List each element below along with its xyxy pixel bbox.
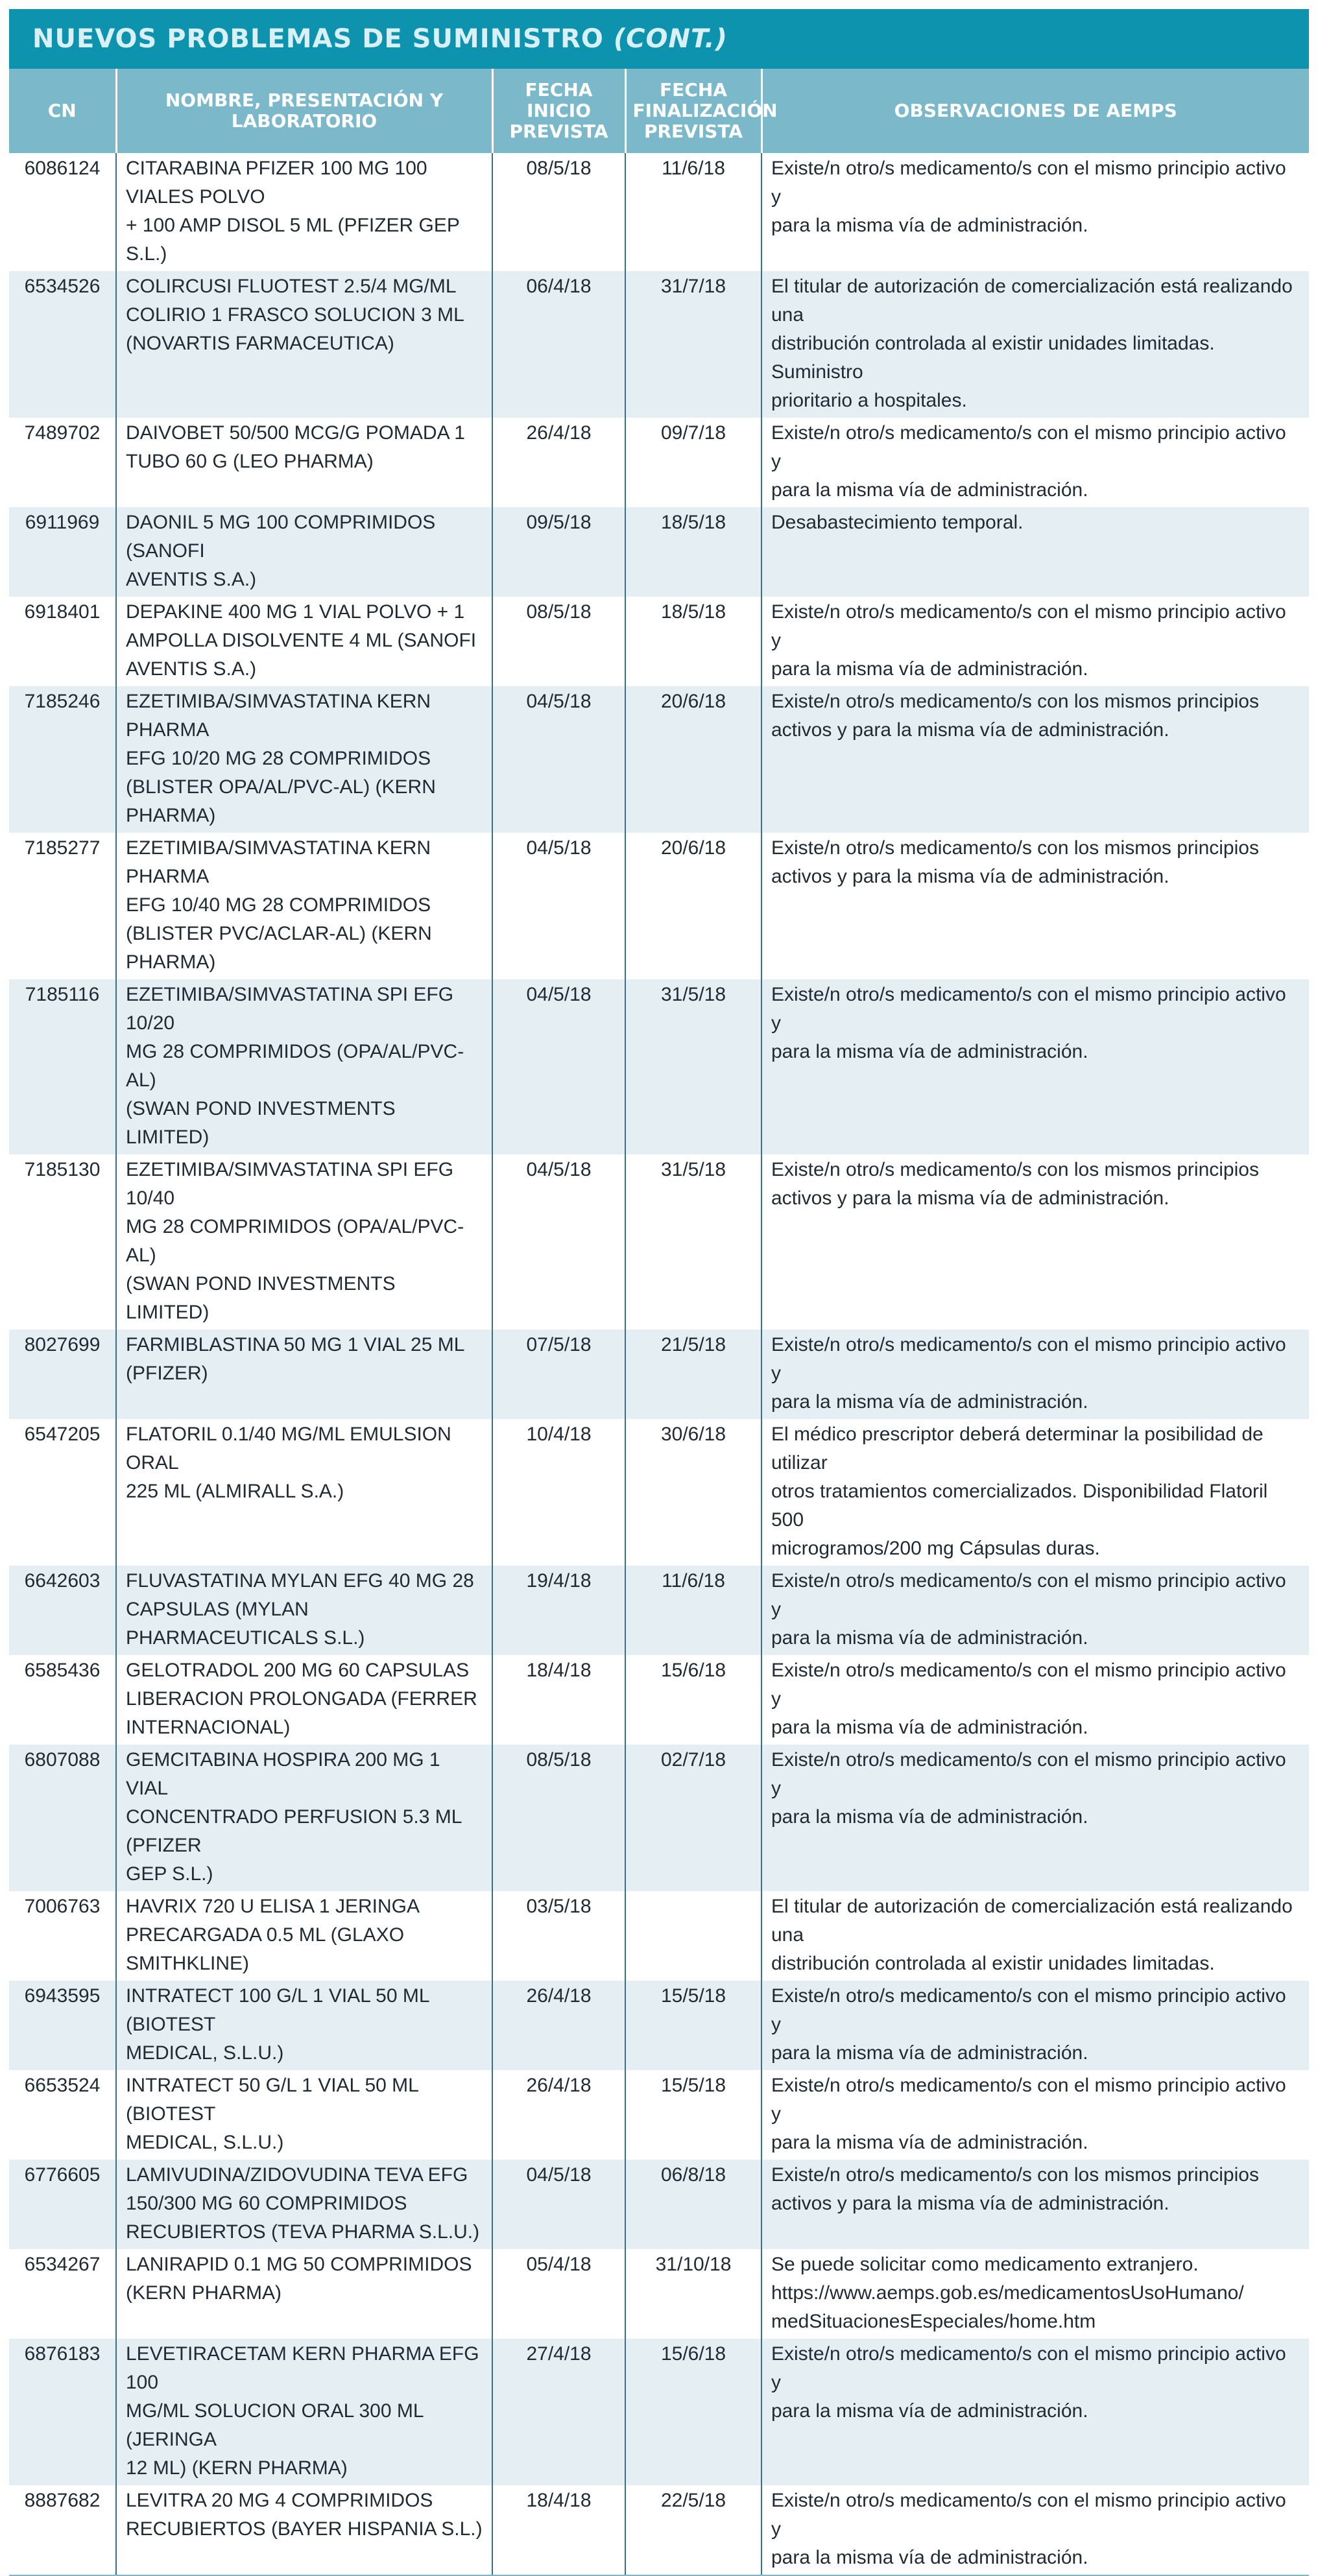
header-cn: CN xyxy=(9,69,116,153)
cell-cn: 6534526 xyxy=(9,271,116,418)
cell-cn: 7006763 xyxy=(9,1891,116,1981)
cell-line: (KERN PHARMA) xyxy=(126,2282,282,2304)
cell-observaciones xyxy=(761,1330,1309,1419)
cell-observaciones xyxy=(761,271,1309,418)
cell-fecha-fin: 22/5/18 xyxy=(625,2485,761,2575)
cell-observaciones xyxy=(761,153,1309,271)
cell-observaciones xyxy=(761,1891,1309,1981)
cell-line: 12 ML) (KERN PHARMA) xyxy=(126,2457,348,2479)
cell-fecha-inicio: 09/5/18 xyxy=(492,507,625,597)
cell-observaciones xyxy=(761,2249,1309,2339)
cell-line: FLATORIL 0.1/40 MG/ML EMULSION ORAL xyxy=(126,1424,451,1473)
cell-cn: 6585436 xyxy=(9,1655,116,1745)
cell-cn: 7489702 xyxy=(9,418,116,507)
cell-line: Existe/n otro/s medicamento/s con los mismos principios xyxy=(771,2164,1259,2186)
table-row xyxy=(9,686,1309,833)
cell-fecha-inicio: 04/5/18 xyxy=(492,2160,625,2249)
cell-fecha-inicio: 08/5/18 xyxy=(492,1745,625,1891)
table-row xyxy=(9,2339,1309,2485)
cell-observaciones xyxy=(761,507,1309,597)
cell-fecha-fin: 02/7/18 xyxy=(625,1745,761,1891)
cell-cn: 8887682 xyxy=(9,2485,116,2575)
table-row xyxy=(9,507,1309,597)
table-row xyxy=(9,1745,1309,1891)
cell-line: Existe/n otro/s medicamento/s con el mismo principio activo y xyxy=(771,1985,1286,2035)
cell-observaciones xyxy=(761,2485,1309,2575)
table-row xyxy=(9,1330,1309,1419)
cell-line: Existe/n otro/s medicamento/s con el mismo principio activo y xyxy=(771,984,1286,1034)
cell-fecha-fin: 20/6/18 xyxy=(625,686,761,833)
table-row xyxy=(9,2249,1309,2339)
table-row xyxy=(9,1154,1309,1330)
cell-line: Existe/n otro/s medicamento/s con los mismos principios xyxy=(771,691,1259,712)
section-title-main: NUEVOS PROBLEMAS DE SUMINISTRO xyxy=(32,24,604,54)
table-row xyxy=(9,2070,1309,2160)
table-row xyxy=(9,833,1309,979)
cell-line: Existe/n otro/s medicamento/s con el mismo principio activo y xyxy=(771,2075,1286,2125)
cell-observaciones xyxy=(761,2070,1309,2160)
cell-line: Existe/n otro/s medicamento/s con el mismo principio activo y xyxy=(771,1660,1286,1710)
cell-cn: 6876183 xyxy=(9,2339,116,2485)
cell-line: para la misma vía de administración. xyxy=(771,1627,1088,1649)
cell-line: para la misma vía de administración. xyxy=(771,658,1088,680)
cell-fecha-fin: 30/6/18 xyxy=(625,1419,761,1566)
cell-cn: 6918401 xyxy=(9,597,116,686)
cell-nombre xyxy=(116,1891,492,1981)
cell-line: LANIRAPID 0.1 MG 50 COMPRIMIDOS xyxy=(126,2254,472,2275)
cell-line: Existe/n otro/s medicamento/s con el mismo principio activo y xyxy=(771,158,1286,208)
cell-line: para la misma vía de administración. xyxy=(771,1717,1088,1738)
cell-line: para la misma vía de administración. xyxy=(771,215,1088,236)
cell-nombre xyxy=(116,979,492,1154)
cell-observaciones xyxy=(761,597,1309,686)
cell-line: EZETIMIBA/SIMVASTATINA KERN PHARMA xyxy=(126,691,431,741)
cell-line: Existe/n otro/s medicamento/s con el mismo principio activo y xyxy=(771,1570,1286,1620)
cell-fecha-fin: 31/5/18 xyxy=(625,979,761,1154)
cell-fecha-fin: 15/5/18 xyxy=(625,1981,761,2070)
cell-line: (SWAN POND INVESTMENTS LIMITED) xyxy=(126,1098,396,1148)
cell-line: Existe/n otro/s medicamento/s con el mismo principio activo y xyxy=(771,2343,1286,2393)
cell-observaciones xyxy=(761,2339,1309,2485)
cell-fecha-inicio: 10/4/18 xyxy=(492,1419,625,1566)
cell-line: (PFIZER) xyxy=(126,1363,208,1384)
cell-line: MG 28 COMPRIMIDOS (OPA/AL/PVC-AL) xyxy=(126,1041,464,1091)
cell-observaciones xyxy=(761,1566,1309,1655)
cell-line: distribución controlada al existir unidades limitadas. xyxy=(771,1953,1215,1974)
cell-line: prioritario a hospitales. xyxy=(771,390,967,411)
cell-fecha-inicio: 18/4/18 xyxy=(492,2485,625,2575)
cell-fecha-inicio: 18/4/18 xyxy=(492,1655,625,1745)
cell-observaciones xyxy=(761,1745,1309,1891)
cell-line: Existe/n otro/s medicamento/s con los mismos principios xyxy=(771,1159,1259,1180)
cell-cn: 7185277 xyxy=(9,833,116,979)
supply-problems-table xyxy=(9,69,1309,2576)
cell-line: EZETIMIBA/SIMVASTATINA KERN PHARMA xyxy=(126,837,431,887)
cell-line: MEDICAL, S.L.U.) xyxy=(126,2132,284,2153)
cell-line: INTRATECT 100 G/L 1 VIAL 50 ML (BIOTEST xyxy=(126,1985,429,2035)
cell-line: activos y para la misma vía de administración. xyxy=(771,1187,1169,1209)
cell-fecha-inicio: 06/4/18 xyxy=(492,271,625,418)
cell-line: medSituacionesEspeciales/home.htm xyxy=(771,2311,1096,2332)
cell-line: para la misma vía de administración. xyxy=(771,2132,1088,2153)
cell-line: RECUBIERTOS (TEVA PHARMA S.L.U.) xyxy=(126,2221,480,2243)
cell-line: COLIRIO 1 FRASCO SOLUCION 3 ML xyxy=(126,304,464,326)
cell-nombre xyxy=(116,1154,492,1330)
cell-line: para la misma vía de administración. xyxy=(771,2400,1088,2422)
header-line: FINALIZACIÓN xyxy=(632,100,778,121)
cell-line: EFG 10/40 MG 28 COMPRIMIDOS xyxy=(126,894,431,916)
table-row xyxy=(9,1981,1309,2070)
cell-fecha-inicio: 04/5/18 xyxy=(492,1154,625,1330)
cell-line: para la misma vía de administración. xyxy=(771,479,1088,501)
cell-line: GEP S.L.) xyxy=(126,1863,213,1885)
cell-nombre xyxy=(116,1330,492,1419)
cell-fecha-fin: 06/8/18 xyxy=(625,2160,761,2249)
cell-line: TUBO 60 G (LEO PHARMA) xyxy=(126,451,374,472)
cell-fecha-inicio: 27/4/18 xyxy=(492,2339,625,2485)
cell-nombre xyxy=(116,2249,492,2339)
cell-line: DAONIL 5 MG 100 COMPRIMIDOS (SANOFI xyxy=(126,512,436,562)
header-fecha-fin xyxy=(625,69,778,153)
cell-nombre xyxy=(116,2485,492,2575)
cell-line: COLIRCUSI FLUOTEST 2.5/4 MG/ML xyxy=(126,276,457,297)
section-title xyxy=(32,23,728,54)
cell-line: Se puede solicitar como medicamento extranjero. xyxy=(771,2254,1199,2275)
cell-line: Existe/n otro/s medicamento/s con los mismos principios xyxy=(771,837,1259,859)
cell-fecha-inicio: 04/5/18 xyxy=(492,833,625,979)
cell-line: Existe/n otro/s medicamento/s con el mismo principio activo y xyxy=(771,601,1286,651)
cell-nombre xyxy=(116,2339,492,2485)
header-line: PREVISTA xyxy=(509,121,608,142)
cell-line: 225 ML (ALMIRALL S.A.) xyxy=(126,1481,344,1502)
cell-cn: 7185130 xyxy=(9,1154,116,1330)
cell-line: para la misma vía de administración. xyxy=(771,2042,1088,2064)
cell-fecha-inicio: 04/5/18 xyxy=(492,979,625,1154)
cell-nombre xyxy=(116,271,492,418)
cell-nombre xyxy=(116,1566,492,1655)
cell-line: activos y para la misma vía de administración. xyxy=(771,2193,1169,2214)
cell-line: https://www.aemps.gob.es/medicamentosUsoHumano/ xyxy=(771,2282,1244,2304)
table-row xyxy=(9,1891,1309,1981)
cell-line: DAIVOBET 50/500 MCG/G POMADA 1 xyxy=(126,422,465,444)
cell-fecha-fin: 11/6/18 xyxy=(625,153,761,271)
cell-fecha-inicio: 03/5/18 xyxy=(492,1891,625,1981)
cell-nombre xyxy=(116,597,492,686)
cell-nombre xyxy=(116,1981,492,2070)
cell-nombre xyxy=(116,418,492,507)
cell-line: EFG 10/20 MG 28 COMPRIMIDOS xyxy=(126,748,431,769)
header-fecha-inicio xyxy=(492,69,625,153)
cell-cn: 6642603 xyxy=(9,1566,116,1655)
cell-fecha-fin: 31/7/18 xyxy=(625,271,761,418)
cell-observaciones xyxy=(761,686,1309,833)
cell-line: GELOTRADOL 200 MG 60 CAPSULAS xyxy=(126,1660,470,1681)
cell-fecha-fin: 11/6/18 xyxy=(625,1566,761,1655)
cell-cn: 7185246 xyxy=(9,686,116,833)
cell-line: para la misma vía de administración. xyxy=(771,1041,1088,1062)
table-row xyxy=(9,2160,1309,2249)
cell-line: LEVITRA 20 MG 4 COMPRIMIDOS xyxy=(126,2490,433,2511)
cell-line: Existe/n otro/s medicamento/s con el mismo principio activo y xyxy=(771,2490,1286,2540)
cell-nombre xyxy=(116,1745,492,1891)
cell-line: DEPAKINE 400 MG 1 VIAL POLVO + 1 xyxy=(126,601,465,623)
cell-line: microgramos/200 mg Cápsulas duras. xyxy=(771,1538,1100,1559)
cell-fecha-fin: 31/5/18 xyxy=(625,1154,761,1330)
cell-line: El titular de autorización de comercialización está realizando una xyxy=(771,276,1293,326)
cell-fecha-fin: 18/5/18 xyxy=(625,507,761,597)
cell-fecha-inicio: 19/4/18 xyxy=(492,1566,625,1655)
section-title-cont: (CONT.) xyxy=(613,24,728,54)
cell-line: AVENTIS S.A.) xyxy=(126,658,257,680)
cell-cn: 8027699 xyxy=(9,1330,116,1419)
cell-line: CAPSULAS (MYLAN PHARMACEUTICALS S.L.) xyxy=(126,1599,365,1649)
cell-fecha-fin xyxy=(625,1891,761,1981)
cell-line: RECUBIERTOS (BAYER HISPANIA S.L.) xyxy=(126,2518,483,2540)
cell-cn: 6547205 xyxy=(9,1419,116,1566)
cell-line: Existe/n otro/s medicamento/s con el mismo principio activo y xyxy=(771,422,1286,472)
table-header-row xyxy=(9,69,1309,153)
cell-cn: 6943595 xyxy=(9,1981,116,2070)
table-row xyxy=(9,1655,1309,1745)
cell-line: CITARABINA PFIZER 100 MG 100 VIALES POLVO xyxy=(126,158,427,208)
cell-fecha-inicio: 05/4/18 xyxy=(492,2249,625,2339)
cell-fecha-fin: 09/7/18 xyxy=(625,418,761,507)
cell-fecha-fin: 15/6/18 xyxy=(625,1655,761,1745)
cell-observaciones xyxy=(761,979,1309,1154)
cell-line: para la misma vía de administración. xyxy=(771,2547,1088,2568)
cell-fecha-fin: 31/10/18 xyxy=(625,2249,761,2339)
cell-observaciones xyxy=(761,1981,1309,2070)
table-row xyxy=(9,418,1309,507)
header-line: FECHA INICIO xyxy=(525,79,593,121)
cell-line: LIBERACION PROLONGADA (FERRER xyxy=(126,1688,477,1710)
cell-line: INTERNACIONAL) xyxy=(126,1717,291,1738)
cell-line: MEDICAL, S.L.U.) xyxy=(126,2042,284,2064)
table-row xyxy=(9,153,1309,271)
cell-line: activos y para la misma vía de administración. xyxy=(771,719,1169,741)
cell-observaciones xyxy=(761,1154,1309,1330)
header-observaciones: OBSERVACIONES DE AEMPS xyxy=(761,69,1309,153)
cell-line: (BLISTER OPA/AL/PVC-AL) (KERN PHARMA) xyxy=(126,776,436,826)
header-line: FECHA xyxy=(660,79,727,101)
cell-line: INTRATECT 50 G/L 1 VIAL 50 ML (BIOTEST xyxy=(126,2075,418,2125)
cell-line: FARMIBLASTINA 50 MG 1 VIAL 25 ML xyxy=(126,1334,465,1355)
cell-line: GEMCITABINA HOSPIRA 200 MG 1 VIAL xyxy=(126,1749,440,1799)
cell-line: para la misma vía de administración. xyxy=(771,1806,1088,1828)
cell-line: CONCENTRADO PERFUSION 5.3 ML (PFIZER xyxy=(126,1806,462,1856)
cell-fecha-inicio: 07/5/18 xyxy=(492,1330,625,1419)
cell-line: EZETIMIBA/SIMVASTATINA SPI EFG 10/40 xyxy=(126,1159,454,1209)
cell-observaciones xyxy=(761,833,1309,979)
table-row xyxy=(9,1566,1309,1655)
header-line: PREVISTA xyxy=(643,121,743,142)
cell-line: AMPOLLA DISOLVENTE 4 ML (SANOFI xyxy=(126,630,477,651)
cell-cn: 6911969 xyxy=(9,507,116,597)
cell-fecha-inicio: 08/5/18 xyxy=(492,153,625,271)
cell-line: El médico prescriptor deberá determinar la posibilidad de utilizar xyxy=(771,1424,1264,1473)
cell-fecha-inicio: 26/4/18 xyxy=(492,1981,625,2070)
cell-fecha-fin: 21/5/18 xyxy=(625,1330,761,1419)
cell-line: distribución controlada al existir unidades limitadas. Suministro xyxy=(771,333,1215,383)
cell-line: El titular de autorización de comercialización está realizando una xyxy=(771,1896,1293,1946)
table-row xyxy=(9,271,1309,418)
cell-nombre xyxy=(116,153,492,271)
cell-observaciones xyxy=(761,2160,1309,2249)
cell-line: EZETIMIBA/SIMVASTATINA SPI EFG 10/20 xyxy=(126,984,454,1034)
cell-line: AVENTIS S.A.) xyxy=(126,569,257,590)
cell-fecha-inicio: 26/4/18 xyxy=(492,2070,625,2160)
cell-nombre xyxy=(116,507,492,597)
cell-line: LAMIVUDINA/ZIDOVUDINA TEVA EFG xyxy=(126,2164,468,2186)
section-banner xyxy=(9,9,1309,69)
cell-line: activos y para la misma vía de administración. xyxy=(771,866,1169,887)
cell-line: otros tratamientos comercializados. Disponibilidad Flatoril 500 xyxy=(771,1481,1268,1531)
cell-cn: 6086124 xyxy=(9,153,116,271)
cell-line: + 100 AMP DISOL 5 ML (PFIZER GEP S.L.) xyxy=(126,215,460,265)
cell-nombre xyxy=(116,2070,492,2160)
cell-line: (NOVARTIS FARMACEUTICA) xyxy=(126,333,394,354)
cell-line: HAVRIX 720 U ELISA 1 JERINGA xyxy=(126,1896,420,1917)
cell-line: MG 28 COMPRIMIDOS (OPA/AL/PVC-AL) xyxy=(126,1216,464,1266)
cell-observaciones xyxy=(761,1419,1309,1566)
table-row xyxy=(9,979,1309,1154)
cell-fecha-inicio: 08/5/18 xyxy=(492,597,625,686)
table-row xyxy=(9,597,1309,686)
cell-line: FLUVASTATINA MYLAN EFG 40 MG 28 xyxy=(126,1570,474,1592)
cell-line: (SWAN POND INVESTMENTS LIMITED) xyxy=(126,1273,396,1323)
cell-cn: 6534267 xyxy=(9,2249,116,2339)
cell-nombre xyxy=(116,1655,492,1745)
cell-line: 150/300 MG 60 COMPRIMIDOS xyxy=(126,2193,407,2214)
cell-cn: 6653524 xyxy=(9,2070,116,2160)
cell-nombre xyxy=(116,2160,492,2249)
cell-fecha-fin: 15/5/18 xyxy=(625,2070,761,2160)
cell-nombre xyxy=(116,833,492,979)
cell-line: MG/ML SOLUCION ORAL 300 ML (JERINGA xyxy=(126,2400,424,2450)
cell-fecha-inicio: 26/4/18 xyxy=(492,418,625,507)
cell-line: Existe/n otro/s medicamento/s con el mismo principio activo y xyxy=(771,1334,1286,1384)
cell-line: (BLISTER PVC/ACLAR-AL) (KERN PHARMA) xyxy=(126,923,432,973)
table-row xyxy=(9,2485,1309,2575)
cell-nombre xyxy=(116,686,492,833)
cell-line: PRECARGADA 0.5 ML (GLAXO SMITHKLINE) xyxy=(126,1924,405,1974)
cell-observaciones xyxy=(761,1655,1309,1745)
cell-fecha-fin: 18/5/18 xyxy=(625,597,761,686)
table-row xyxy=(9,1419,1309,1566)
cell-line: para la misma vía de administración. xyxy=(771,1391,1088,1413)
cell-observaciones xyxy=(761,418,1309,507)
cell-fecha-fin: 15/6/18 xyxy=(625,2339,761,2485)
cell-cn: 6776605 xyxy=(9,2160,116,2249)
cell-line: LEVETIRACETAM KERN PHARMA EFG 100 xyxy=(126,2343,479,2393)
cell-line: Desabastecimiento temporal. xyxy=(771,512,1024,533)
cell-line: Existe/n otro/s medicamento/s con el mismo principio activo y xyxy=(771,1749,1286,1799)
cell-fecha-fin: 20/6/18 xyxy=(625,833,761,979)
cell-cn: 6807088 xyxy=(9,1745,116,1891)
header-nombre: NOMBRE, PRESENTACIÓN Y LABORATORIO xyxy=(116,69,492,153)
cell-fecha-inicio: 04/5/18 xyxy=(492,686,625,833)
cell-nombre xyxy=(116,1419,492,1566)
cell-cn: 7185116 xyxy=(9,979,116,1154)
